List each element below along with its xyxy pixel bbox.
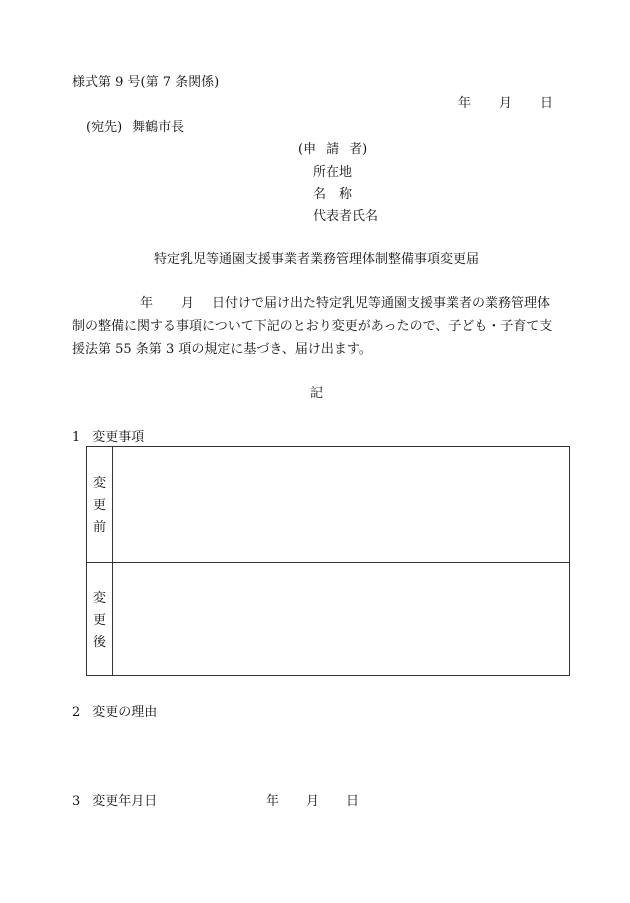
address-label: 所在地 bbox=[313, 165, 353, 180]
change-after-content[interactable] bbox=[113, 562, 569, 676]
change-table bbox=[86, 446, 570, 676]
document-title: 特定乳児等通園支援事業者業務管理体制整備事項変更届 bbox=[154, 252, 480, 267]
label-char: 更 bbox=[92, 498, 106, 513]
change-date-year: 年 bbox=[266, 794, 280, 809]
section-number: 1 bbox=[72, 430, 81, 445]
name-label-part: 称 bbox=[339, 187, 353, 202]
section-number: 3 bbox=[72, 794, 81, 809]
label-char: 後 bbox=[92, 635, 106, 650]
body-line-1-rest: 日付けで届け出た特定乳児等通園支援事業者の業務管理体 bbox=[212, 296, 551, 311]
name-label-part: 名 bbox=[313, 187, 327, 202]
representative-label: 代表者氏名 bbox=[313, 209, 379, 224]
body-year: 年 bbox=[140, 296, 154, 311]
ki-heading: 記 bbox=[310, 386, 324, 401]
form-number: 様式第 9 号(第 7 条関係) bbox=[72, 75, 220, 90]
date-year: 年 bbox=[458, 96, 472, 111]
change-before-label bbox=[87, 447, 113, 562]
date-month: 月 bbox=[499, 96, 513, 111]
addressee bbox=[86, 120, 184, 136]
label-char: 変 bbox=[92, 591, 106, 606]
body-line-1 bbox=[140, 296, 550, 312]
addressee-name: 舞鶴市長 bbox=[132, 120, 185, 135]
label-char: 前 bbox=[92, 520, 106, 535]
change-date-day: 日 bbox=[346, 794, 360, 809]
change-date-month: 月 bbox=[306, 794, 320, 809]
addressee-prefix: (宛先) bbox=[86, 120, 123, 135]
applicant-header-part: 者) bbox=[349, 142, 368, 157]
section-label: 変更事項 bbox=[92, 430, 145, 445]
label-char: 更 bbox=[92, 613, 106, 628]
date-day: 日 bbox=[540, 96, 554, 111]
body-month: 月 bbox=[181, 296, 195, 311]
section-label: 変更年月日 bbox=[92, 794, 158, 809]
applicant-header-part: 請 bbox=[326, 142, 340, 157]
label-char: 変 bbox=[92, 476, 106, 491]
change-before-row bbox=[87, 447, 569, 563]
body-line-2: 制の整備に関する事項について下記のとおり変更があったので、子ども・子育て支 bbox=[72, 319, 553, 334]
change-after-row bbox=[87, 562, 569, 676]
name-label bbox=[313, 187, 352, 203]
section-label: 変更の理由 bbox=[92, 705, 158, 720]
change-after-label bbox=[87, 562, 113, 676]
section-2-heading bbox=[72, 705, 157, 721]
section-number: 2 bbox=[72, 705, 81, 720]
change-before-content[interactable] bbox=[113, 447, 569, 562]
applicant-header bbox=[298, 142, 367, 158]
body-line-3: 援法第 55 条第 3 項の規定に基づき、届け出ます。 bbox=[72, 342, 372, 357]
applicant-header-part: (申 bbox=[298, 142, 317, 157]
section-1-heading bbox=[72, 430, 144, 446]
section-3-heading bbox=[72, 794, 157, 810]
